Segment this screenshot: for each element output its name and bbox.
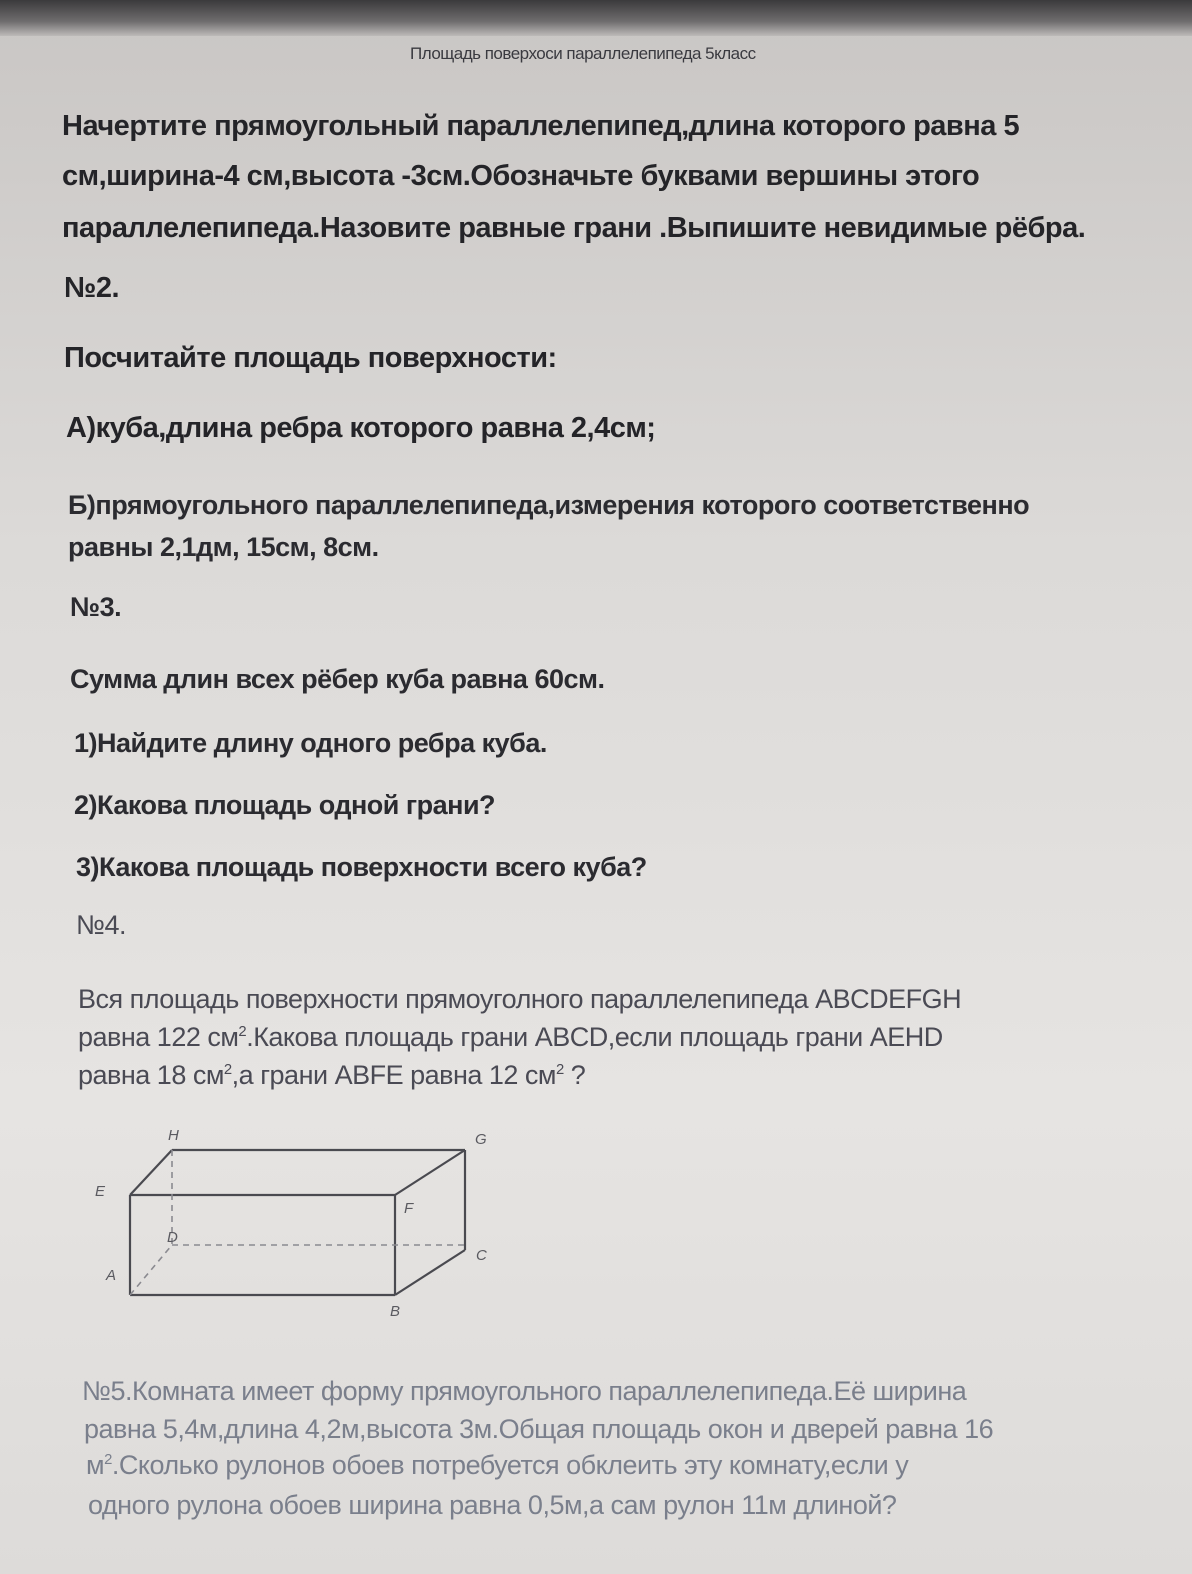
task5-line-4: одного рулона обоев ширина равна 0,5м,а сам рулон 11м длиной? bbox=[88, 1490, 897, 1520]
edge-bc bbox=[395, 1250, 465, 1295]
task5-line-3: $м^2.Сколько$ рулонов обоев потребуется обклеить эту комнату,если у bbox=[86, 1450, 909, 1480]
task3-question-2: 2)Какова площадь одной грани? bbox=[74, 790, 496, 820]
task2-intro: Посчитайте площадь поверхности: bbox=[64, 342, 557, 374]
task5-line-1: №5.Комната имеет форму прямоугольного параллелепипеда.Её ширина bbox=[82, 1376, 967, 1406]
task1-line-2: см,ширина-4 см,высота -3см.Обозначьте буквами вершины этого bbox=[62, 160, 980, 192]
parallelepiped-diagram bbox=[90, 1120, 520, 1330]
vertex-label-b: B bbox=[390, 1303, 401, 1320]
task3-number: №3. bbox=[70, 592, 122, 622]
task2-item-b-line-2: равны 2,1дм, 15см, 8см. bbox=[68, 532, 379, 562]
task3-question-1: 1)Найдите длину одного ребра куба. bbox=[74, 728, 547, 758]
task3-question-3: 3)Какова площадь поверхности всего куба? bbox=[76, 852, 647, 882]
task4-line-2: равна 122 $см^2.Какова$ площадь грани ABCD,если площадь грани AEHD bbox=[78, 1022, 943, 1052]
vertex-label-f: F bbox=[404, 1200, 414, 1217]
task5-line-2: равна 5,4м,длина 4,2м,высота 3м.Общая площадь окон и дверей равна 16 bbox=[84, 1414, 994, 1444]
vertex-label-c: C bbox=[476, 1247, 487, 1264]
task1-line-3: параллелепипеда.Назовите равные грани .Выпишите невидимые рёбра. bbox=[62, 212, 1086, 244]
task2-item-b-line-1: Б)прямоугольного параллелепипеда,измерения которого соответственно bbox=[68, 490, 1030, 520]
parallelepiped-figure bbox=[90, 1120, 520, 1330]
vertex-label-e: E bbox=[95, 1183, 106, 1200]
task4-number: №4. bbox=[76, 910, 126, 940]
hidden-edge-ad bbox=[130, 1245, 172, 1295]
vertex-label-d: D bbox=[167, 1229, 178, 1246]
vertex-label-g: G bbox=[475, 1131, 487, 1148]
vertex-label-a: A bbox=[106, 1267, 117, 1284]
task4-line-3: равна 18 $см^2,а$ грани ABFE равна 12 $см^2$ ? bbox=[78, 1060, 586, 1090]
task2-number: №2. bbox=[64, 272, 120, 304]
task3-intro: Сумма длин всех рёбер куба равна 60см. bbox=[70, 664, 605, 694]
edge-fg bbox=[395, 1150, 465, 1195]
task4-line-1: Вся площадь поверхности прямоуголного параллелепипеда ABCDEFGH bbox=[78, 984, 962, 1014]
vertex-label-h: H bbox=[168, 1127, 179, 1144]
task2-item-a: А)куба,длина ребра которого равна 2,4см; bbox=[66, 412, 656, 444]
worksheet-header: Площадь поверхоси параллелепипеда 5класс bbox=[410, 44, 756, 63]
task1-line-1: Начертите прямоугольный параллелепипед,длина которого равна 5 bbox=[62, 110, 1020, 142]
edge-eh bbox=[130, 1150, 172, 1195]
